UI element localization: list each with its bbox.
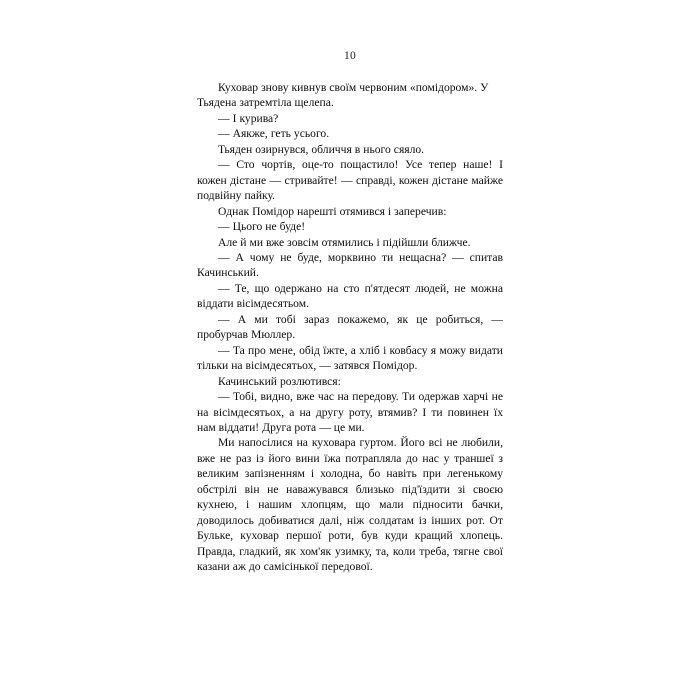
paragraph-dialogue: — Та про мене, обід їжте, а хліб і ковбасу я можу видати тільки на вісімдесятьох, — затявся Помідор.	[197, 343, 503, 373]
page-number: 10	[344, 50, 356, 62]
paragraph-dialogue: — А ми тобі зараз покажемо, як це робиться, — пробурчав Мюллер.	[197, 312, 503, 342]
paragraph-dialogue: — Те, що одержано на сто п'ятдесят людей, не можна віддати вісімдесятьом.	[197, 281, 503, 311]
paragraph-dialogue: — І курива?	[218, 111, 279, 125]
paragraph: Качинський розлютився:	[218, 374, 341, 388]
paragraph-dialogue: — Аякже, геть усього.	[218, 127, 330, 141]
paragraph: Ми напосілися на куховара гуртом. Його всі не любили, вже не раз із його вини їжа потрапляла до нас у траншеї з великим запізненням і холодна, бо навіть при легенькому обстрілі він не наважувався близько під'їздити зі своєю кухнею, і нашим хлопцям, що мали підносити бачки, доводилось добиватися далі, ніж солдатам із інших рот. От Бульке, куховар першої роти, був куди кращий хлопець. Правда, гладкий, як хом'як узимку, та, коли треба, тягне свої казани аж до самісінької передової.	[197, 436, 503, 574]
paragraph: Куховар знову кивнув своїм червоним «помідором». У Тьядена затремтіла щелепа.	[197, 81, 489, 110]
paragraph: Тьяден озирнувся, обличчя в нього сяяло.	[218, 142, 425, 156]
paragraph-dialogue: — Тобі, видно, вже час на передову. Ти одержав харчі не на вісімдесятьох, а на другу роту, втямив? І ти повинен їх нам віддати! Друга рота — це ми.	[197, 390, 503, 434]
body-text-block	[197, 80, 503, 575]
paragraph-dialogue: — А чому не буде, морквино ти нещасна? — спитав Качинський.	[197, 250, 503, 280]
paragraph: Але й ми вже зовсім отямились і підійшли ближче.	[218, 235, 471, 249]
paragraph-dialogue: — Цього не буде!	[218, 220, 306, 234]
paragraph-dialogue: — Сто чортів, оце-то пощастило! Усе тепер наше! І кожен дістане — стривайте! — справді, кожен дістане майже подвійну пайку.	[197, 158, 503, 203]
paragraph: Однак Помідор нарешті отямився і заперечив:	[218, 204, 447, 218]
